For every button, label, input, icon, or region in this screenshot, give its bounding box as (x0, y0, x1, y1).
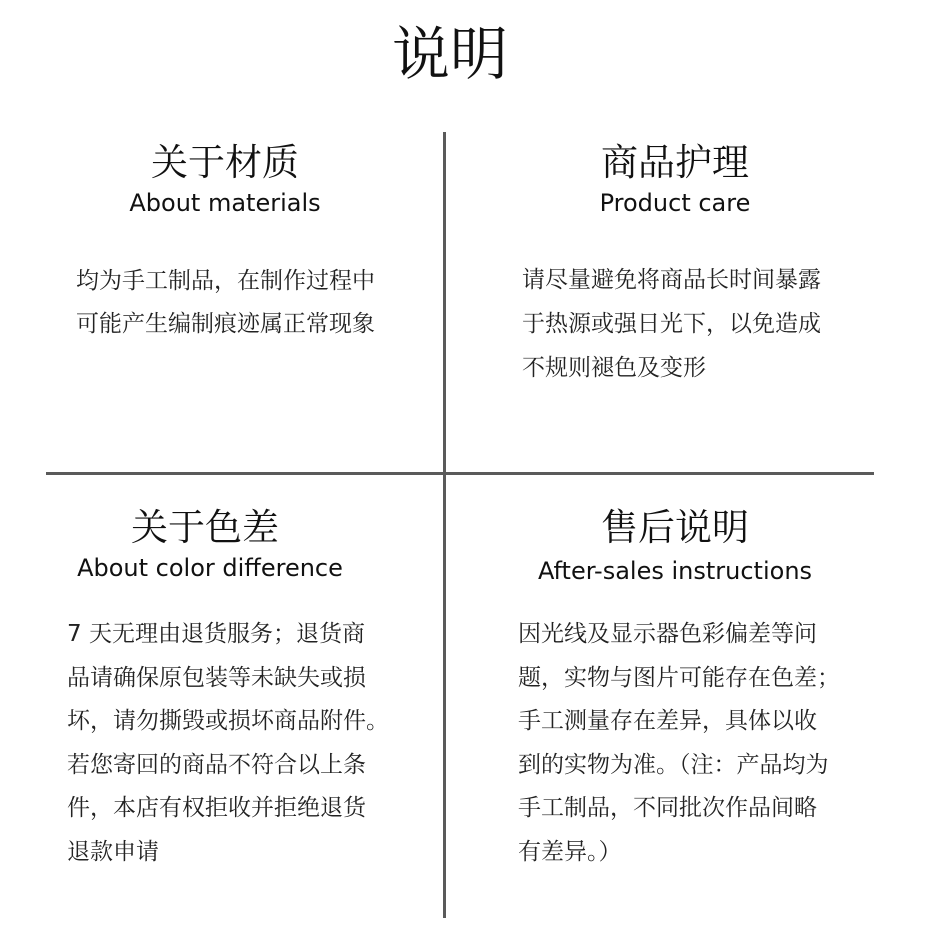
section-color-heading-zh: 关于色差 (131, 506, 279, 549)
body-line: 到的实物为准。（注：产品均为 (518, 751, 829, 778)
body-line: 退款申请 (67, 838, 159, 865)
body-line: 请尽量避免将商品长时间暴露 (522, 267, 821, 293)
section-care-body (522, 258, 821, 390)
body-line: 坏，请勿撕毁或损坏商品附件。 (67, 708, 389, 734)
section-care-heading-zh: 商品护理 (601, 141, 749, 184)
section-aftersales-heading-en: After-sales instructions (537, 557, 813, 585)
body-line: 可能产生编制痕迹属正常现象 (76, 311, 375, 337)
body-line: 不规则褪色及变形 (522, 355, 706, 381)
body-line: 有差异。） (518, 838, 622, 865)
section-materials-heading-en: About materials (129, 189, 321, 217)
body-line: 因光线及显示器色彩偏差等问 (518, 621, 817, 647)
section-color-body (67, 613, 389, 874)
body-line: 题，实物与图片可能存在色差； (518, 664, 840, 691)
horizontal-divider (46, 472, 874, 475)
body-line: 于热源或强日光下，以免造成 (522, 311, 821, 337)
section-aftersales-body (518, 613, 840, 874)
section-color-heading-en: About color difference (77, 554, 343, 582)
body-line: 手工测量存在差异，具体以收 (518, 708, 817, 734)
vertical-divider (443, 132, 446, 918)
body-line: 手工制品，不同批次作品间略 (518, 795, 817, 821)
body-line: 品请确保原包装等未缺失或损 (67, 664, 366, 691)
body-line: 若您寄回的商品不符合以上条 (67, 751, 366, 778)
body-line: 7 天无理由退货服务；退货商 (67, 621, 365, 647)
page-title: 说明 (391, 20, 508, 88)
section-materials-heading-zh: 关于材质 (151, 141, 299, 184)
section-care-heading-en: Product care (599, 189, 751, 217)
body-line: 均为手工制品，在制作过程中 (76, 268, 375, 294)
section-materials-body (76, 260, 375, 346)
body-line: 件，本店有权拒收并拒绝退货 (67, 795, 366, 821)
section-aftersales-heading-zh: 售后说明 (601, 506, 749, 549)
